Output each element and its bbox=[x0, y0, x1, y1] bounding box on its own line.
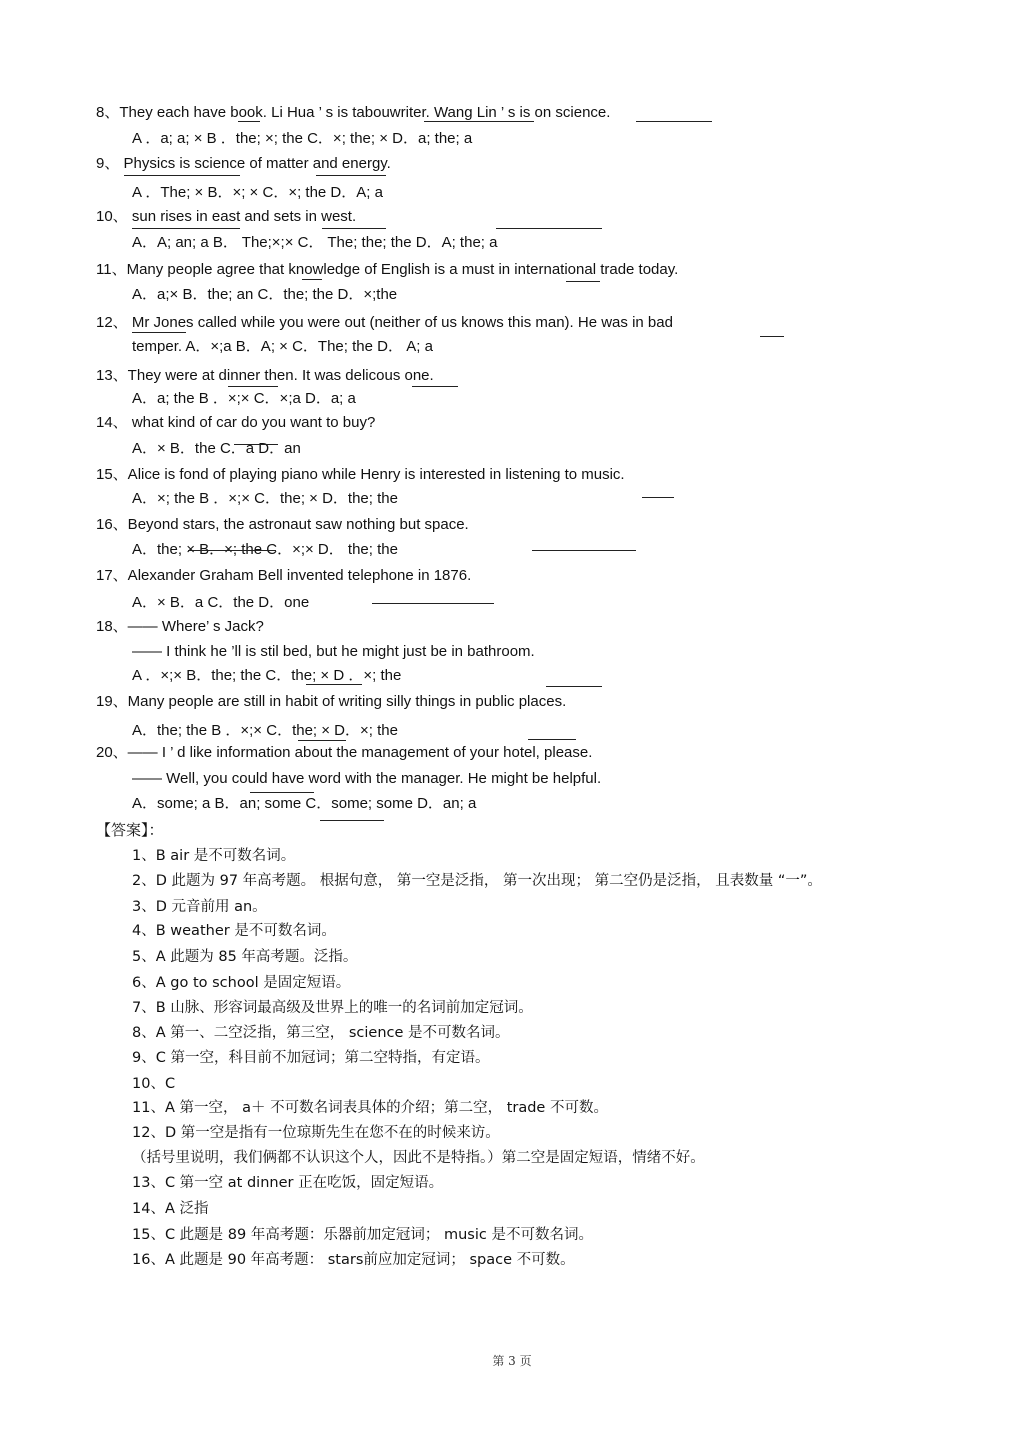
answer-item: 1、B air 是不可数名词。 bbox=[132, 848, 296, 864]
answer-item: 6、A go to school 是固定短语。 bbox=[132, 975, 351, 991]
answer-item: 12、D 第一空是指有一位琼斯先生在您不在的时候来访。 bbox=[132, 1125, 500, 1141]
blank-line bbox=[250, 792, 314, 793]
answers-heading: 【答案】： bbox=[96, 821, 164, 839]
question-20-line: —— Well, you could have word with the manager. He might be helpful. bbox=[132, 770, 602, 787]
question-14-line: A．× B．the C．a D．an bbox=[132, 440, 301, 457]
page-number: 第 3 页 bbox=[492, 1354, 532, 1368]
question-12-stem: 12、 Mr Jones called while you were out (neither of us knows this man). He was in bad bbox=[96, 314, 673, 331]
blank-line bbox=[234, 444, 278, 445]
blank-line bbox=[316, 175, 386, 176]
answer-item: 10、C bbox=[132, 1076, 176, 1092]
question-20-stem: 20、—— I ’ d like information about the management of your hotel, please. bbox=[96, 744, 593, 761]
blank-line bbox=[302, 279, 322, 280]
question-13-stem: 13、They were at dinner then. It was delicous one. bbox=[96, 367, 434, 384]
answer-item: 5、A 此题为 85 年高考题。泛指。 bbox=[132, 949, 358, 965]
question-18-stem: 18、—— Where’ s Jack? bbox=[96, 618, 264, 635]
answer-item: 16、A 此题是 90 年高考题： stars前应加定冠词； space 不可数。 bbox=[132, 1252, 575, 1268]
question-20-line: A．some; a B．an; some C．some; some D．an; a bbox=[132, 795, 477, 812]
blank-line bbox=[424, 121, 534, 122]
blank-line bbox=[124, 175, 240, 176]
question-19-line: A．the; the B ．×;× C．the; × D．×; the bbox=[132, 722, 398, 739]
question-15-line: A．×; the B ．×;× C．the; × D．the; the bbox=[132, 490, 398, 507]
strike-line bbox=[188, 550, 276, 551]
blank-line bbox=[298, 740, 346, 741]
blank-line bbox=[412, 386, 458, 387]
blank-line bbox=[528, 739, 576, 740]
question-11-line: A．a;× B．the; an C．the; the D．×;the bbox=[132, 286, 398, 303]
blank-line bbox=[238, 121, 260, 122]
question-8-stem: 8、They each have book. Li Hua ’ s is tabouwriter. Wang Lin ’ s is on science. bbox=[96, 104, 611, 121]
blank-line bbox=[760, 336, 784, 337]
question-16-stem: 16、Beyond stars, the astronaut saw nothing but space. bbox=[96, 516, 469, 533]
answer-item: 13、C 第一空 at dinner 正在吃饭，固定短语。 bbox=[132, 1175, 444, 1191]
blank-line bbox=[228, 386, 278, 387]
strike-line bbox=[532, 550, 636, 551]
question-16-line: A．the; × B．×; the C．×;× D． the; the bbox=[132, 541, 398, 558]
answer-item: 9、C 第一空，科目前不加冠词；第二空特指，有定语。 bbox=[132, 1050, 490, 1066]
blank-line bbox=[306, 684, 362, 685]
answer-item: 15、C 此题是 89 年高考题：乐器前加定冠词； music 是不可数名词。 bbox=[132, 1227, 593, 1243]
answer-item: 3、D 元音前用 an。 bbox=[132, 899, 267, 915]
question-11-stem: 11、Many people agree that knowledge of English is a must in international trade today. bbox=[96, 261, 679, 278]
question-14-stem: 14、 what kind of car do you want to buy? bbox=[96, 414, 376, 431]
blank-line bbox=[496, 228, 602, 229]
question-10-stem: 10、 sun rises in east and sets in west. bbox=[96, 208, 357, 225]
question-9-stem: 9、 Physics is science of matter and energy. bbox=[96, 155, 391, 172]
answer-item: 11、A 第一空， a＋ 不可数名词表具体的介绍；第二空， trade 不可数。 bbox=[132, 1100, 608, 1116]
blank-line bbox=[546, 686, 602, 687]
question-9-line: A ．The; × B．×; × C．×; the D．A; a bbox=[132, 184, 383, 201]
question-10-line: A．A; an; a B． The;×;× C． The; the; the D．A; the; a bbox=[132, 234, 498, 251]
strike-line bbox=[372, 603, 494, 604]
answer-item: 8、A 第一、二空泛指，第三空， science 是不可数名词。 bbox=[132, 1025, 510, 1041]
blank-line bbox=[320, 820, 384, 821]
question-17-line: A．× B．a C．the D．one bbox=[132, 594, 310, 611]
question-19-stem: 19、Many people are still in habit of writing silly things in public places. bbox=[96, 693, 567, 710]
answer-item: 2、D 此题为 97 年高考题。 根据句意， 第一空是泛指， 第一次出现； 第二空仍是泛指， 且表数量 “一”。 bbox=[132, 873, 822, 889]
question-17-stem: 17、Alexander Graham Bell invented telephone in 1876. bbox=[96, 567, 472, 584]
blank-line bbox=[132, 332, 186, 333]
answer-item: 4、B weather 是不可数名词。 bbox=[132, 923, 336, 939]
answer-item: 7、B 山脉、形容词最高级及世界上的唯一的名词前加定冠词。 bbox=[132, 1000, 533, 1016]
blank-line bbox=[566, 281, 600, 282]
answer-item: 14、A 泛指 bbox=[132, 1201, 209, 1217]
question-13-line: A．a; the B ．×;× C．×;a D．a; a bbox=[132, 390, 356, 407]
question-8-line: A ．a; a; × B ．the; ×; the C．×; the; × D．a; the; a bbox=[132, 130, 473, 147]
question-12-line: temper. A．×;a B．A; × C．The; the D． A; a bbox=[132, 338, 433, 355]
blank-line bbox=[636, 121, 712, 122]
answer-item: （括号里说明，我们俩都不认识这个人，因此不是特指。）第二空是固定短语，情绪不好。 bbox=[132, 1150, 705, 1166]
question-15-stem: 15、Alice is fond of playing piano while Henry is interested in listening to music. bbox=[96, 466, 625, 483]
question-18-line: —— I think he ’ll is stil bed, but he might just be in bathroom. bbox=[132, 643, 535, 660]
blank-line bbox=[322, 228, 386, 229]
blank-line bbox=[132, 228, 240, 229]
blank-line bbox=[642, 497, 674, 498]
question-18-line: A ．×;× B．the; the C．the; × D ．×; the bbox=[132, 667, 402, 684]
